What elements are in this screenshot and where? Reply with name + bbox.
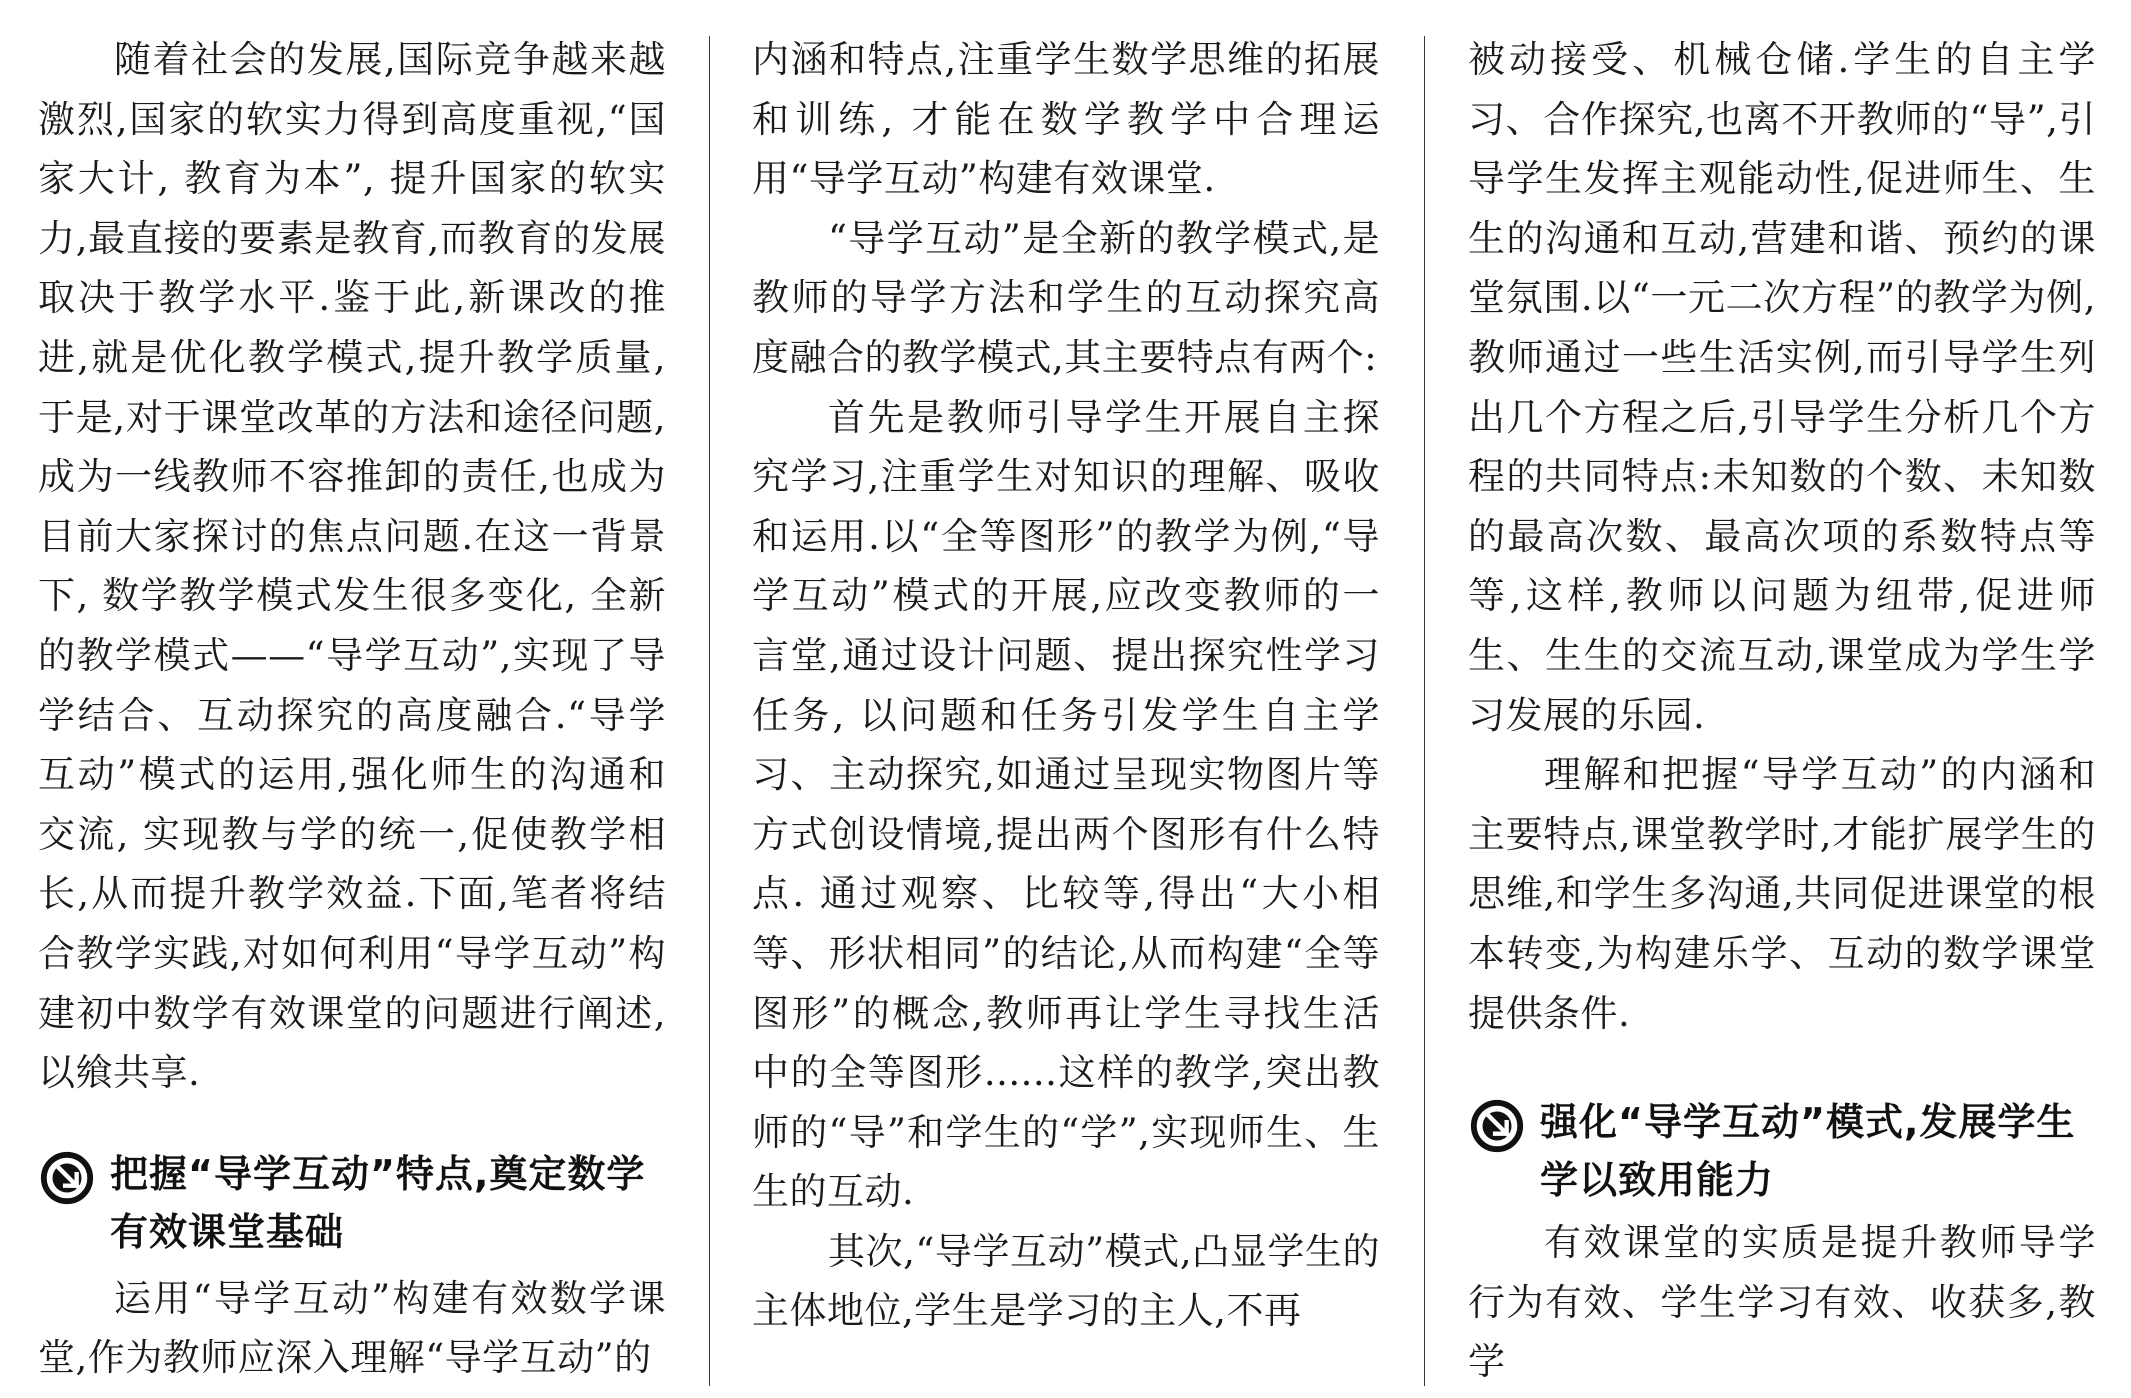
continuation-paragraph-2: 被动接受、机械仓储.学生的自主学习、合作探究,也离不开教师的“导”,引导学生发挥主观能动性,促进师生、生生的沟通和互动,营建和谐、预约的课堂氛围.以“一元二次方程”的教学为例,教师通过一些生活实例,而引导学生列出几个方程之后,引导学生分析几个方程的共同特点:未知数的个数、未知数的最高次数、最高次项的系数特点等等,这样,教师以问题为纽带,促进师生、生生的交流互动,课堂成为学生学习发展的乐园. <box>1468 38 2096 737</box>
column-divider-2 <box>1424 36 1425 1386</box>
section-heading-1 <box>38 1145 666 1261</box>
section-1-paragraph: 运用“导学互动”构建有效数学课堂,作为教师应深入理解“导学互动”的 <box>38 1276 666 1380</box>
section-heading-1-text: 把握“导学互动”特点,奠定数学有效课堂基础 <box>110 1151 646 1254</box>
continuation-paragraph: 内涵和特点,注重学生数学思维的拓展和训练, 才能在数学教学中合理运用“导学互动”构建有效课堂. <box>752 38 1380 201</box>
column-3 <box>1468 30 2096 1390</box>
circle-arrow-icon <box>38 1149 96 1207</box>
section-heading-2 <box>1468 1093 2096 1209</box>
second-feature-paragraph: 其次,“导学互动”模式,凸显学生的主体地位,学生是学习的主人,不再 <box>752 1229 1380 1333</box>
section-2-paragraph: 有效课堂的实质是提升教师导学行为有效、学生学习有效、收获多,教学 <box>1468 1221 2096 1384</box>
section-heading-2-text: 强化“导学互动”模式,发展学生学以致用能力 <box>1540 1100 2076 1203</box>
first-feature-paragraph: 首先是教师引导学生开展自主探究学习,注重学生对知识的理解、吸收和运用.以“全等图形”的教学为例,“导学互动”模式的开展,应改变教师的一言堂,通过设计问题、提出探究性学习任务, 以问题和任务引发学生自主学习、主动探究,如通过呈现实物图片等方式创设情境,提出两个图形有什么特点. 通过观察、比较等,得出“大小相等、形状相同”的结论,从而构建“全等图形”的概念,教师再让学生寻找生活中的全等图形......这样的教学,突出教师的“导”和学生的“学”,实现师生、生生的互动. <box>752 395 1380 1214</box>
intro-paragraph: 随着社会的发展,国际竞争越来越激烈,国家的软实力得到高度重视,“国家大计, 教育为本”, 提升国家的软实力,最直接的要素是教育,而教育的发展取决于教学水平.鉴于此,新课改的推进,就是优化教学模式,提升教学质量,于是,对于课堂改革的方法和途径问题, 成为一线教师不容推卸的责任,也成为目前大家探讨的焦点问题.在这一背景下, 数学教学模式发生很多变化, 全新的教学模式——“导学互动”,实现了导学结合、互动探究的高度融合.“导学互动”模式的运用,强化师生的沟通和交流, 实现教与学的统一,促使教学相长,从而提升教学效益.下面,笔者将结合教学实践,对如何利用“导学互动”构建初中数学有效课堂的问题进行阐述,以飨共享. <box>38 38 666 1095</box>
summary-paragraph: 理解和把握“导学互动”的内涵和主要特点,课堂教学时,才能扩展学生的思维,和学生多沟通,共同促进课堂的根本转变,为构建乐学、互动的数学课堂提供条件. <box>1468 753 2096 1035</box>
column-2 <box>752 30 1380 1390</box>
circle-arrow-icon <box>1468 1097 1526 1155</box>
column-divider-1 <box>709 36 710 1386</box>
definition-paragraph: “导学互动”是全新的教学模式,是教师的导学方法和学生的互动探究高度融合的教学模式,其主要特点有两个: <box>752 216 1380 379</box>
column-1 <box>38 30 666 1390</box>
